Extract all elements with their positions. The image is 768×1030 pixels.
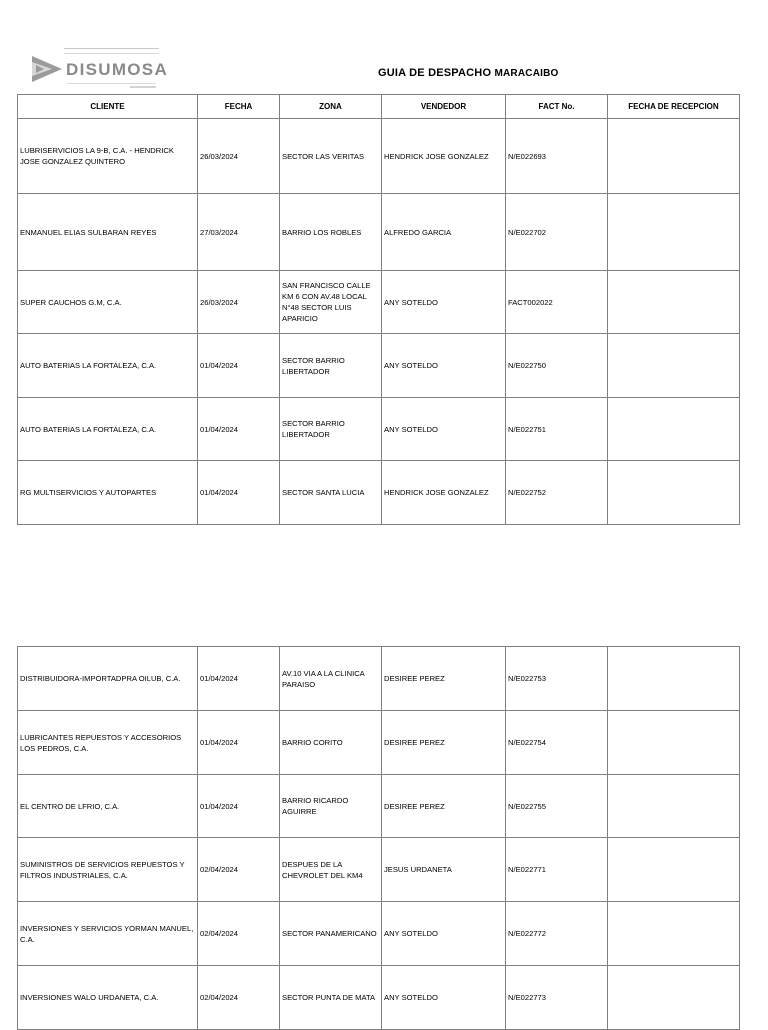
cell-fact: N/E022702: [506, 194, 608, 271]
table-row: [18, 194, 740, 271]
cell-vendedor: DESIREE PEREZ: [382, 775, 506, 838]
table-row: [18, 647, 740, 711]
cell-fact: FACT002022: [506, 271, 608, 334]
cell-cliente: INVERSIONES Y SERVICIOS YORMAN MANUEL, C.A.: [18, 902, 198, 966]
col-header-fecha: FECHA: [198, 95, 280, 119]
table-row: [18, 398, 740, 461]
cell-vendedor: HENDRICK JOSE GONZALEZ: [382, 461, 506, 525]
cell-fact: N/E022752: [506, 461, 608, 525]
table-row: [18, 902, 740, 966]
logo-brand-text: DISUMOSA: [66, 60, 169, 79]
cell-recepcion: [608, 194, 740, 271]
cell-fecha: 01/04/2024: [198, 398, 280, 461]
cell-cliente: INVERSIONES WALO URDANETA, C.A.: [18, 966, 198, 1030]
cell-zona: SECTOR SANTA LUCIA: [280, 461, 382, 525]
cell-fact: N/E022772: [506, 902, 608, 966]
cell-fact: N/E022753: [506, 647, 608, 711]
col-header-zona: ZONA: [280, 95, 382, 119]
cell-recepcion: [608, 711, 740, 775]
cell-fact: N/E022773: [506, 966, 608, 1030]
cell-cliente: AUTO BATERIAS LA FORTALEZA, C.A.: [18, 334, 198, 398]
col-header-cliente: CLIENTE: [18, 95, 198, 119]
logo-tagline-lines: [64, 48, 159, 54]
table-header-row: [18, 95, 740, 119]
dispatch-table-bottom: [17, 646, 740, 1030]
cell-fecha: 27/03/2024: [198, 194, 280, 271]
cell-fecha: 02/04/2024: [198, 966, 280, 1030]
cell-fecha: 01/04/2024: [198, 334, 280, 398]
cell-zona: SECTOR BARRIO LIBERTADOR: [280, 334, 382, 398]
cell-vendedor: ALFREDO GARCIA: [382, 194, 506, 271]
cell-zona: SECTOR LAS VERITAS: [280, 119, 382, 194]
table-row: [18, 119, 740, 194]
cell-recepcion: [608, 271, 740, 334]
company-logo: [30, 46, 169, 90]
col-header-fact: FACT No.: [506, 95, 608, 119]
cell-fecha: 01/04/2024: [198, 775, 280, 838]
cell-vendedor: DESIREE PEREZ: [382, 647, 506, 711]
cell-fact: N/E022693: [506, 119, 608, 194]
cell-zona: AV.10 VIA A LA CLINICA PARAISO: [280, 647, 382, 711]
cell-cliente: LUBRISERVICIOS LA 9-B, C.A. - HENDRICK JOSE GONZALEZ QUINTERO: [18, 119, 198, 194]
logo-underline: [66, 83, 156, 84]
cell-fecha: 02/04/2024: [198, 838, 280, 902]
col-header-recepcion: FECHA DE RECEPCION: [608, 95, 740, 119]
cell-fact: N/E022750: [506, 334, 608, 398]
document-title: [378, 67, 559, 79]
cell-cliente: RG MULTISERVICIOS Y AUTOPARTES: [18, 461, 198, 525]
cell-zona: SECTOR PUNTA DE MATA: [280, 966, 382, 1030]
title-city: MARACAIBO: [494, 68, 559, 79]
table-row: [18, 711, 740, 775]
cell-fecha: 01/04/2024: [198, 461, 280, 525]
cell-recepcion: [608, 398, 740, 461]
disumosa-logo-mark-icon: [30, 54, 64, 84]
cell-fact: N/E022751: [506, 398, 608, 461]
cell-zona: SECTOR BARRIO LIBERTADOR: [280, 398, 382, 461]
cell-cliente: LUBRICANTES REPUESTOS Y ACCESORIOS LOS PEDROS, C.A.: [18, 711, 198, 775]
cell-recepcion: [608, 775, 740, 838]
cell-cliente: SUPER CAUCHOS G.M, C.A.: [18, 271, 198, 334]
cell-recepcion: [608, 966, 740, 1030]
table-row: [18, 334, 740, 398]
cell-vendedor: ANY SOTELDO: [382, 398, 506, 461]
cell-cliente: ENMANUEL ELIAS SULBARAN REYES: [18, 194, 198, 271]
cell-fecha: 26/03/2024: [198, 271, 280, 334]
cell-fecha: 02/04/2024: [198, 902, 280, 966]
cell-cliente: SUMINISTROS DE SERVICIOS REPUESTOS Y FILTROS INDUSTRIALES, C.A.: [18, 838, 198, 902]
cell-zona: BARRIO CORITO: [280, 711, 382, 775]
cell-vendedor: ANY SOTELDO: [382, 902, 506, 966]
cell-recepcion: [608, 119, 740, 194]
cell-zona: BARRIO LOS ROBLES: [280, 194, 382, 271]
cell-cliente: EL CENTRO DE LFRIO, C.A.: [18, 775, 198, 838]
cell-vendedor: ANY SOTELDO: [382, 334, 506, 398]
cell-recepcion: [608, 461, 740, 525]
table-row: [18, 461, 740, 525]
logo-subline: [130, 86, 156, 88]
cell-zona: DESPUES DE LA CHEVROLET DEL KM4: [280, 838, 382, 902]
cell-recepcion: [608, 838, 740, 902]
cell-vendedor: ANY SOTELDO: [382, 271, 506, 334]
cell-zona: SECTOR PANAMERICANO: [280, 902, 382, 966]
cell-vendedor: ANY SOTELDO: [382, 966, 506, 1030]
table-row: [18, 838, 740, 902]
cell-fecha: 01/04/2024: [198, 711, 280, 775]
cell-vendedor: JESUS URDANETA: [382, 838, 506, 902]
cell-zona: SAN FRANCISCO CALLE KM 6 CON AV.48 LOCAL N°48 SECTOR LUIS APARICIO: [280, 271, 382, 334]
cell-fecha: 26/03/2024: [198, 119, 280, 194]
col-header-vendedor: VENDEDOR: [382, 95, 506, 119]
cell-recepcion: [608, 334, 740, 398]
table-row: [18, 271, 740, 334]
cell-zona: BARRIO RICARDO AGUIRRE: [280, 775, 382, 838]
table-row: [18, 775, 740, 838]
cell-recepcion: [608, 647, 740, 711]
cell-fact: N/E022755: [506, 775, 608, 838]
cell-cliente: DISTRIBUIDORA-IMPORTADPRA OILUB, C.A.: [18, 647, 198, 711]
title-main: GUIA DE DESPACHO: [378, 67, 492, 79]
cell-vendedor: HENDRICK JOSE GONZALEZ: [382, 119, 506, 194]
dispatch-table-top: [17, 94, 740, 525]
cell-vendedor: DESIREE PEREZ: [382, 711, 506, 775]
cell-fecha: 01/04/2024: [198, 647, 280, 711]
table-row: [18, 966, 740, 1030]
cell-fact: N/E022754: [506, 711, 608, 775]
cell-recepcion: [608, 902, 740, 966]
cell-cliente: AUTO BATERIAS LA FORTALEZA, C.A.: [18, 398, 198, 461]
cell-fact: N/E022771: [506, 838, 608, 902]
